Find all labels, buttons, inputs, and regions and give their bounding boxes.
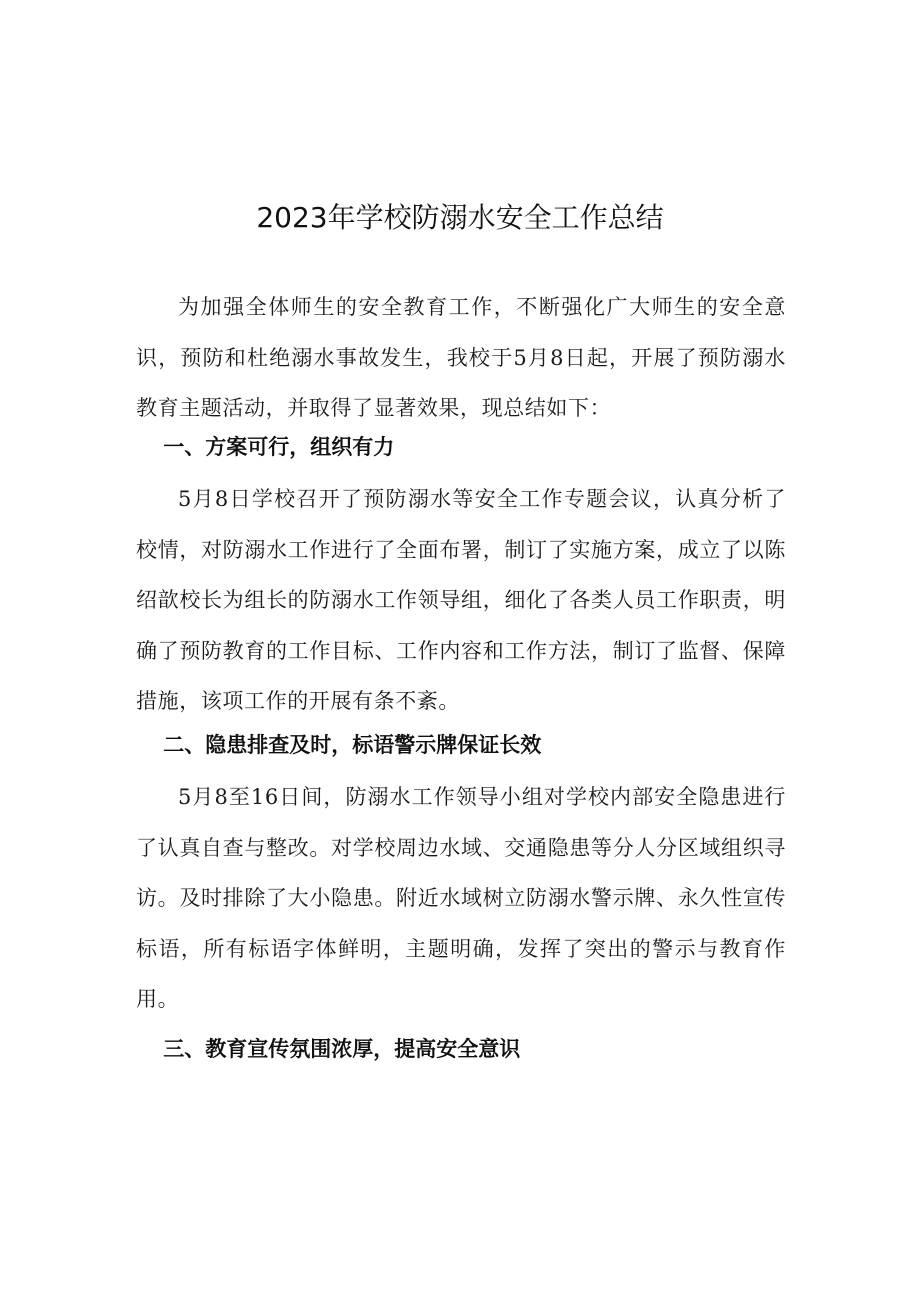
- section-1-body: 5月8日学校召开了预防溺水等安全工作专题会议，认真分析了校情，对防溺水工作进行了全面布署，制订了实施方案，成立了以陈绍歆校长为组长的防溺水工作领导组，细化了各类人员工作职责，明确了预防教育的工作目标、工作内容和工作方法，制订了监督、保障措施，该项工作的开展有条不紊。: [136, 487, 786, 713]
- document-title: 2023年学校防溺水安全工作总结: [256, 201, 664, 234]
- section-1-heading: 一、方案可行，组织有力: [163, 435, 395, 459]
- section-2-body: 5月8至16日间，防溺水工作领导小组对学校内部安全隐患进行了认真自查与整改。对学校周边水域、交通隐患等分人分区域组织寻访。及时排除了大小隐患。附近水域树立防溺水警示牌、永久性宣传标语，所有标语字体鲜明，主题明确，发挥了突出的警示与教育作用。: [136, 785, 786, 1011]
- intro-paragraph: 为加强全体师生的安全教育工作，不断强化广大师生的安全意识，预防和杜绝溺水事故发生，我校于5月8日起，开展了预防溺水教育主题活动，并取得了显著效果，现总结如下：: [136, 295, 786, 420]
- section-3-heading: 三、教育宣传氛围浓厚，提高安全意识: [163, 1037, 521, 1061]
- section-2-heading: 二、隐患排查及时，标语警示牌保证长效: [163, 733, 542, 757]
